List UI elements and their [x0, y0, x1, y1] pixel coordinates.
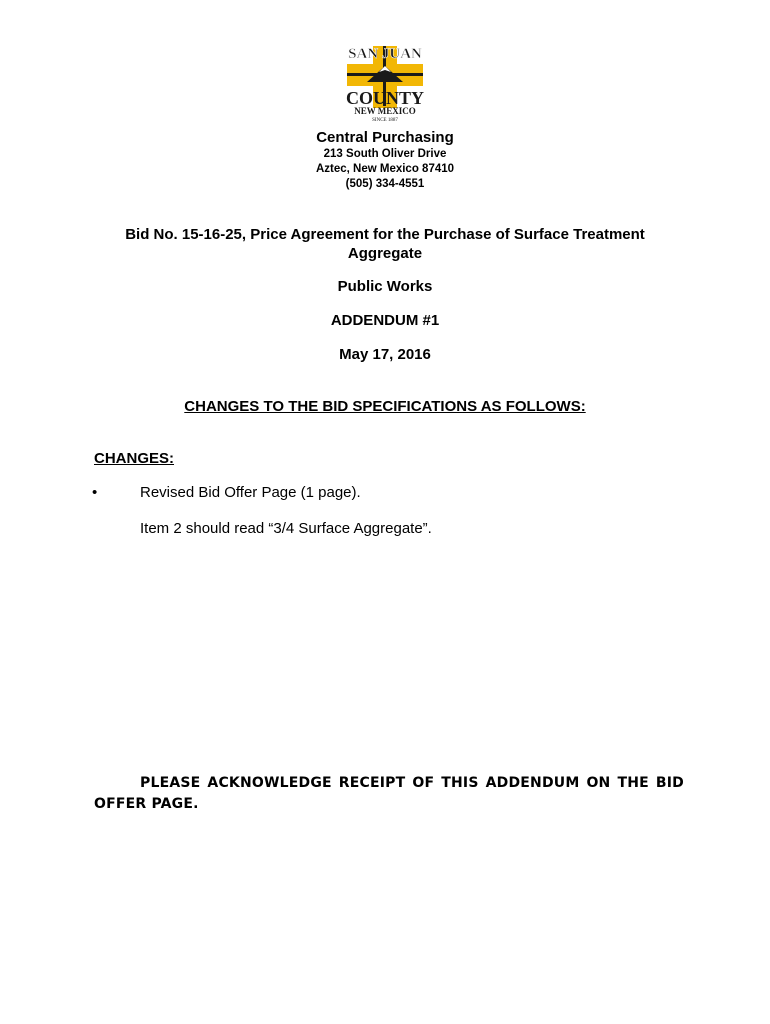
- county-logo-icon: [333, 42, 437, 122]
- change-item: Revised Bid Offer Page (1 page).: [140, 484, 361, 501]
- bullet-icon: •: [92, 484, 98, 501]
- addendum-date: May 17, 2016: [339, 346, 431, 363]
- bid-title: Bid No. 15-16-25, Price Agreement for the Purchase of Surface Treatment Aggregate: [125, 226, 645, 262]
- org-name: Central Purchasing: [316, 129, 454, 146]
- department: Public Works: [337, 278, 433, 295]
- changes-heading: CHANGES TO THE BID SPECIFICATIONS AS FOLLOWS:: [184, 398, 586, 415]
- logo-line4: SINCE 1887: [372, 118, 398, 122]
- acknowledgement-notice: PLEASE ACKNOWLEDGE RECEIPT OF THIS ADDENDUM ON THE BID OFFER PAGE.: [94, 775, 684, 812]
- address-line-2: Aztec, New Mexico 87410: [315, 163, 455, 175]
- addendum-number: ADDENDUM #1: [330, 312, 440, 329]
- phone-number: (505) 334-4551: [345, 178, 425, 190]
- address-line-1: 213 South Oliver Drive: [323, 148, 447, 160]
- logo-line2: COUNTY: [345, 88, 425, 108]
- logo-line3: NEW MEXICO: [354, 106, 416, 116]
- logo-line1: SAN JUAN: [348, 46, 422, 62]
- changes-label: CHANGES:: [94, 450, 175, 467]
- change-item: Item 2 should read “3/4 Surface Aggregate”.: [140, 520, 432, 537]
